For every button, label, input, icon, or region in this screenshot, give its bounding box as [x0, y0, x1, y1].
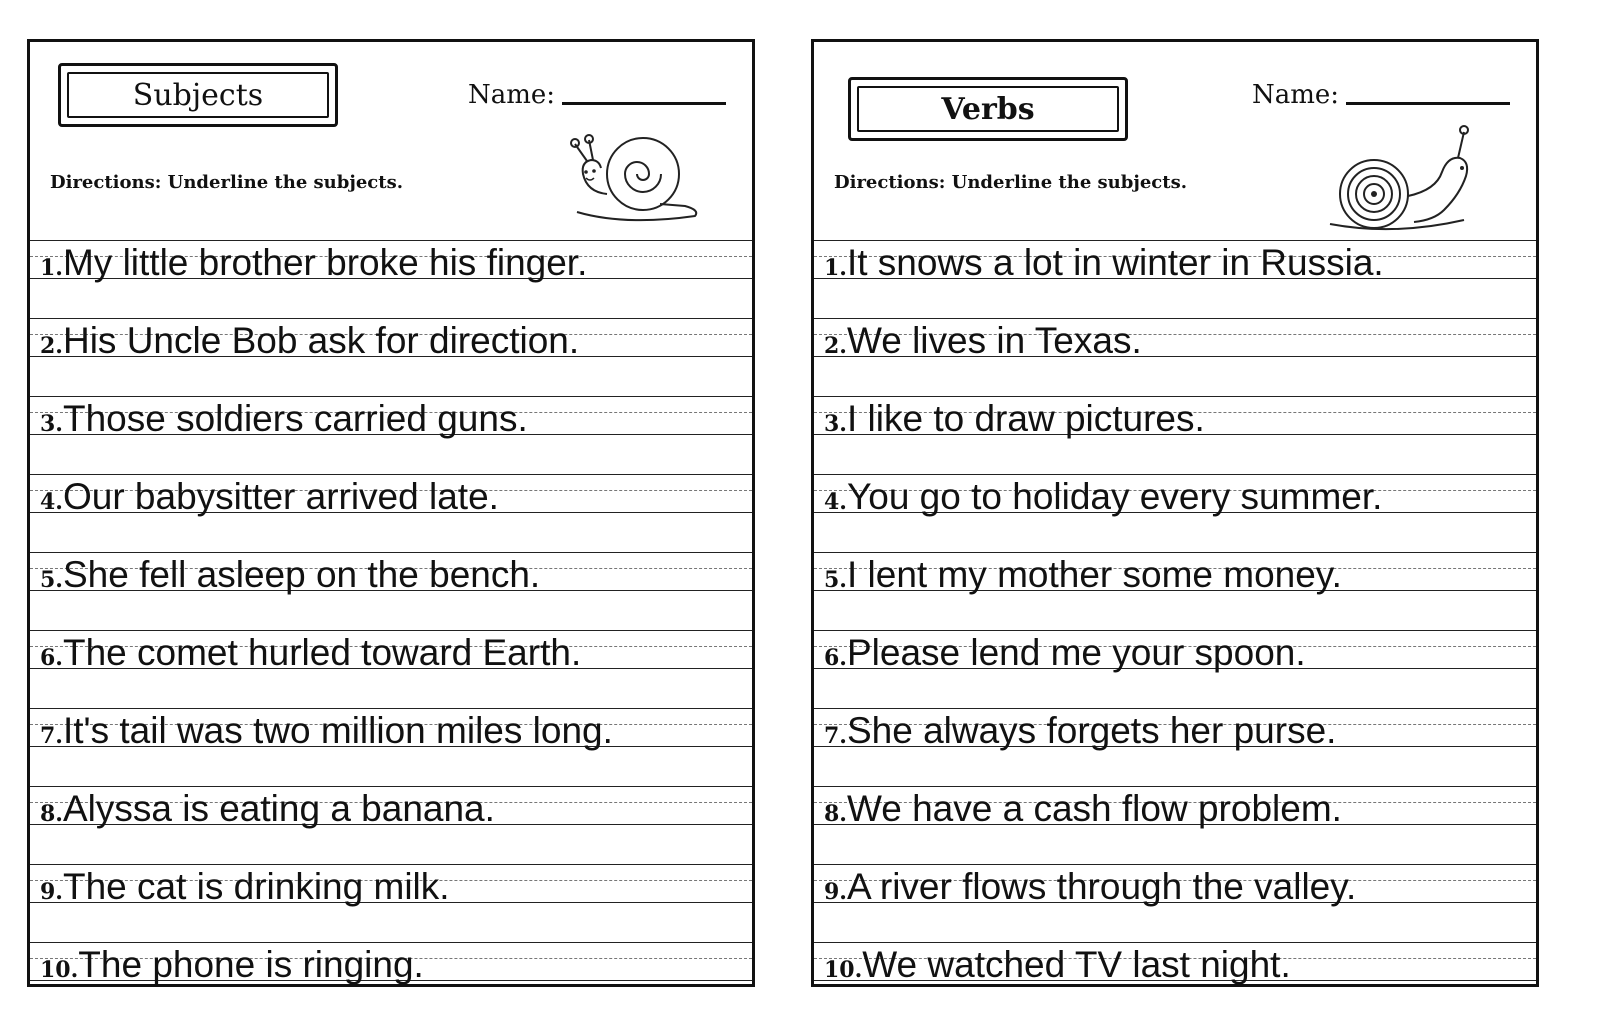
- sentence: [40, 630, 581, 681]
- sentence: [824, 240, 1384, 291]
- sentence-text: It snows a lot in winter in Russia.: [846, 242, 1384, 283]
- sentence-number: 8.: [824, 801, 847, 827]
- sentence: [824, 630, 1306, 681]
- sentence-number: 2.: [824, 333, 847, 359]
- sentence-row: [30, 708, 752, 786]
- sentence-number: 6.: [824, 645, 847, 671]
- sentence-number: 2.: [40, 333, 63, 359]
- sentence-number: 6.: [40, 645, 63, 671]
- sentence-row: [30, 786, 752, 864]
- sentence-number: 7.: [40, 723, 63, 749]
- sentence-text: A river flows through the valley.: [846, 866, 1357, 907]
- snail-icon: [1324, 124, 1474, 239]
- sentence-number: 9.: [824, 879, 847, 905]
- name-label: Name:: [468, 80, 556, 110]
- worksheet-title: Verbs: [857, 86, 1119, 132]
- title-box: [58, 63, 338, 127]
- sentence: [824, 942, 1291, 993]
- sentence-number: 3.: [40, 411, 63, 437]
- directions-text: Directions: Underline the subjects.: [834, 172, 1187, 193]
- worksheet-verbs: [811, 39, 1539, 987]
- sentence-text: We have a cash flow problem.: [846, 788, 1342, 829]
- sentence-number: 5.: [824, 567, 847, 593]
- sentence: [40, 708, 613, 759]
- sentence-row: [30, 942, 752, 1020]
- sentence: [40, 786, 495, 837]
- worksheet-subjects: [27, 39, 755, 987]
- sentence-row: [30, 318, 752, 396]
- snail-icon: [565, 134, 705, 229]
- sentence: [40, 396, 528, 447]
- sentence-number: 7.: [824, 723, 847, 749]
- sentence: [40, 318, 579, 369]
- sentence-text: She fell asleep on the bench.: [62, 554, 541, 595]
- sentence-row: [30, 396, 752, 474]
- sentence-row: [814, 396, 1536, 474]
- sentence-text: Alyssa is eating a banana.: [62, 788, 495, 829]
- sentence-row: [30, 552, 752, 630]
- sentence-row: [30, 630, 752, 708]
- sentence: [824, 396, 1205, 447]
- sentence-number: 5.: [40, 567, 63, 593]
- sentence: [824, 552, 1342, 603]
- sentence-text: Please lend me your spoon.: [846, 632, 1306, 673]
- sentence-text: The cat is drinking milk.: [62, 866, 450, 907]
- title-box: [848, 77, 1128, 141]
- sentence-number: 3.: [824, 411, 847, 437]
- sentence-row: [814, 708, 1536, 786]
- sentence: [824, 318, 1142, 369]
- sentence-number: 8.: [40, 801, 63, 827]
- ruled-lines: [30, 240, 752, 984]
- sentence-row: [30, 240, 752, 318]
- sentence-number: 4.: [824, 489, 847, 515]
- sentence-row: [814, 630, 1536, 708]
- name-label: Name:: [1252, 80, 1340, 110]
- sentence-number: 1.: [824, 255, 847, 281]
- sentence-text: We lives in Texas.: [846, 320, 1142, 361]
- ruled-lines: [814, 240, 1536, 984]
- sentence-number: 10.: [824, 957, 863, 983]
- sentence: [824, 474, 1382, 525]
- sentence-text: We watched TV last night.: [862, 944, 1291, 985]
- sentence-row: [814, 786, 1536, 864]
- sentence-row: [30, 864, 752, 942]
- sentence-text: My little brother broke his finger.: [62, 242, 588, 283]
- sentence-text: The phone is ringing.: [78, 944, 424, 985]
- sentence-text: I lent my mother some money.: [846, 554, 1342, 595]
- name-blank-line: [1346, 102, 1510, 105]
- sentence-row: [814, 474, 1536, 552]
- sentence-text: His Uncle Bob ask for direction.: [62, 320, 580, 361]
- sentence-row: [814, 552, 1536, 630]
- sentence-row: [814, 942, 1536, 1020]
- sentence-text: It's tail was two million miles long.: [62, 710, 613, 751]
- sentence-number: 4.: [40, 489, 63, 515]
- sentence: [824, 786, 1342, 837]
- sentence-row: [814, 318, 1536, 396]
- sentence-text: Those soldiers carried guns.: [62, 398, 528, 439]
- sentence-number: 10.: [40, 957, 79, 983]
- sentence: [40, 942, 424, 993]
- directions-text: Directions: Underline the subjects.: [50, 172, 403, 193]
- sentence-text: The comet hurled toward Earth.: [62, 632, 582, 673]
- sentence: [824, 708, 1336, 759]
- name-blank-line: [562, 102, 726, 105]
- sentence-row: [814, 864, 1536, 942]
- sentence-number: 9.: [40, 879, 63, 905]
- sentence: [40, 552, 540, 603]
- sentence: [40, 474, 499, 525]
- sentence-number: 1.: [40, 255, 63, 281]
- sentence-text: Our babysitter arrived late.: [62, 476, 499, 517]
- sentence-row: [30, 474, 752, 552]
- sentence-text: She always forgets her purse.: [846, 710, 1337, 751]
- sentence: [824, 864, 1356, 915]
- sentence-text: I like to draw pictures.: [846, 398, 1205, 439]
- sentence-text: You go to holiday every summer.: [846, 476, 1383, 517]
- worksheet-title: Subjects: [67, 72, 329, 118]
- sentence: [40, 240, 587, 291]
- sentence: [40, 864, 450, 915]
- sentence-row: [814, 240, 1536, 318]
